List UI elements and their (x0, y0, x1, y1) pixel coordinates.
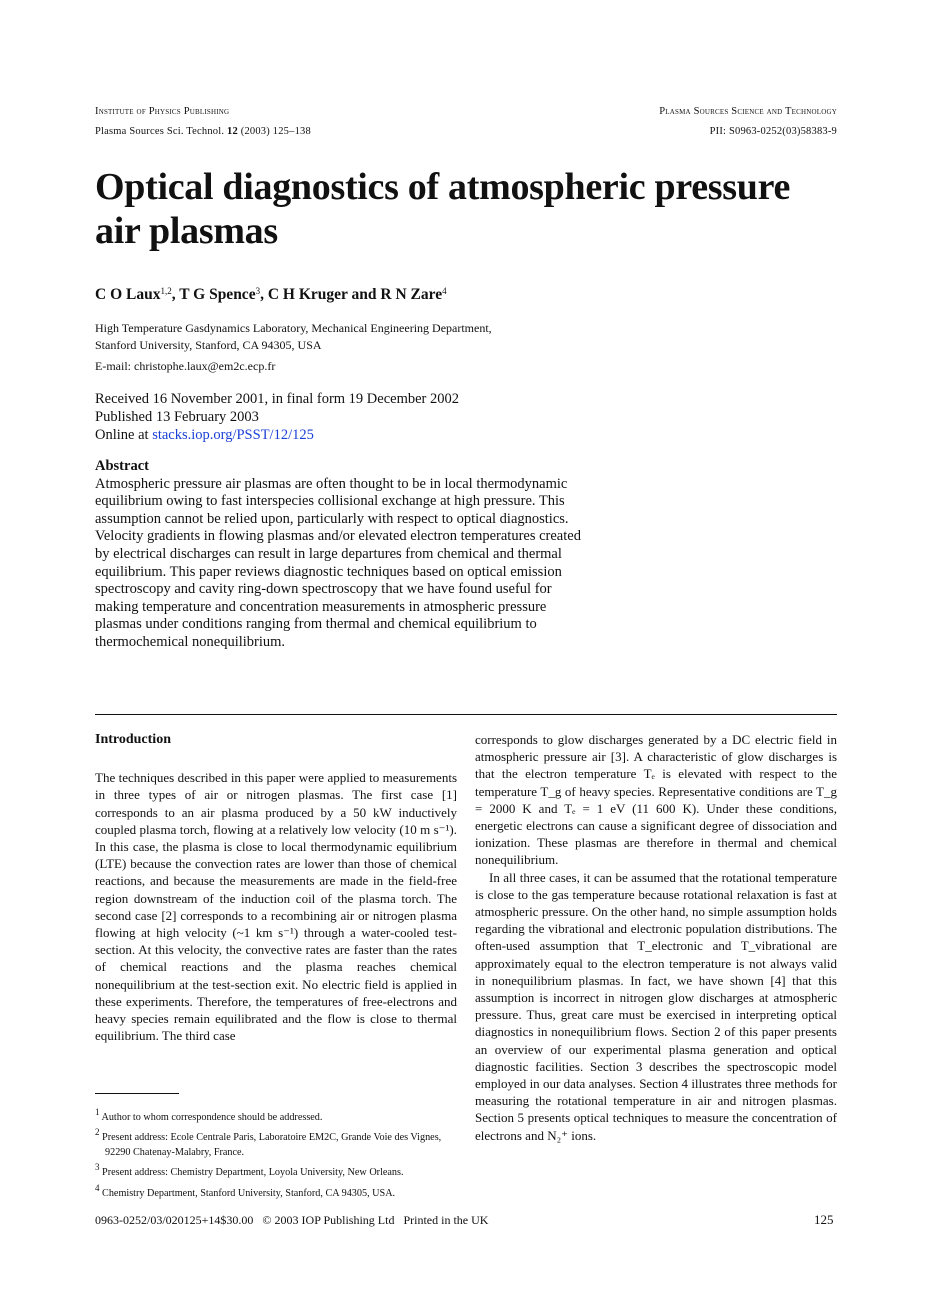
pii: PII: S0963-0252(03)58383-9 (709, 126, 837, 137)
author-3[interactable]: C H Kruger and (267, 286, 381, 303)
author-list (95, 286, 447, 304)
footnote-4: $^4$ Chemistry Department, Stanford University, Stanford, CA 94305, USA. (95, 1182, 396, 1199)
footnote-3: $^3$ Present address: Chemistry Department, Loyola University, New Orleans. (95, 1162, 404, 1179)
citation (95, 126, 311, 137)
footnote-divider (95, 1093, 179, 1094)
publisher-name: Institute of Physics Publishing (95, 106, 230, 117)
section-heading: Introduction (95, 732, 171, 747)
author-1[interactable]: C O Laux$^{1,2}$, (95, 286, 180, 303)
paragraph: The techniques described in this paper were applied to measurements in three types of air or nitrogen plasmas. The first case [1] corresponds to an air plasma produced by a 50 kW inductively coupled plasma torch, flowing at a relatively low velocity (10 m s⁻¹). In this case, the plasma is close to local thermodynamic equilibrium (LTE) because the convection rates are lower than those of chemical reactions, and because the measurements are made in the field-free region downstream of the induction coil of the plasma torch. The second case [2] corresponds to a recombining air or nitrogen plasma flowing at high velocity (~1 km s⁻¹) through a water-cooled test-section. At this velocity, the convective rates are faster than the rates of chemical reactions and the plasma reaches chemical nonequilibrium at the test-section exit. No electric field is applied in these experiments. Therefore, the temperatures of free-electrons and heavy species remain equilibrated and the flow is close to thermal equilibrium. The third case (95, 770, 457, 1044)
received-date: Received 16 November 2001, in final form 19 December 2002 (95, 391, 460, 407)
abstract-heading: Abstract (95, 458, 149, 474)
footnote-2: $^2$ Present address: Ecole Centrale Paris, Laboratoire EM2C, Grande Voie des Vignes, 92290 Chatenay-Malabry, France. (95, 1127, 442, 1158)
paragraph: In all three cases, it can be assumed that the rotational temperature is close to the gas temperature because rotational relaxation is fast at atmospheric pressure. On the other hand, no simple assumption holds regarding the vibrational and electronic population distributions. The often-used assumption that T_electronic and T_vibrational are approximately equal to the electron temperature is not always valid in nonequilibrium plasmas. In fact, we have shown [4] that this assumption is incorrect in nitrogen glow discharges at atmospheric pressure. Thus, great care must be exercised in interpreting optical diagnostics in nonequilibrium flows. Section 2 of this paper presents an overview of our experimental plasma generation and optical diagnostic facilities. Section 3 describes the spectroscopic model employed in our data analyses. Section 4 illustrates three methods for measuring the rotational temperature in air and nitrogen plasmas. Section 5 presents optical techniques to measure the concentration of electrons and N₂⁺ ions. (475, 869, 837, 1143)
affiliation-line-2: Stanford University, Stanford, CA 94305, USA (95, 338, 322, 352)
published-date: Published 13 February 2003 (95, 409, 259, 425)
paragraph: corresponds to glow discharges generated by a DC electric field in atmospheric pressure air [3]. A characteristic of glow discharges is that the electron temperature Tₑ is elevated with respect to the temperature T_g of heavy species. Representative conditions are T_g = 2000 K and Tₑ = 1 eV (11 600 K). Under these conditions, energetic electrons can cause a significant degree of dissociation and ionization. These plasmas are therefore in thermal and chemical nonequilibrium. (475, 732, 837, 868)
paper-title: Optical diagnostics of atmospheric pressure air plasmas (95, 166, 791, 252)
author-4[interactable]: R N Zare$^4$ (380, 286, 447, 303)
body-column-2 (475, 731, 837, 1144)
affiliation-line-1: High Temperature Gasdynamics Laboratory, Mechanical Engineering Department, (95, 321, 492, 335)
divider (95, 714, 837, 715)
citation-prefix: Plasma Sources Sci. Technol. (95, 126, 228, 137)
footer-imprint: 0963-0252/03/020125+14$30.00 © 2003 IOP Publishing Ltd Printed in the UK (95, 1213, 489, 1227)
online-line: Online at stacks.iop.org/PSST/12/125 (95, 427, 314, 443)
affiliation (95, 320, 595, 354)
online-link[interactable]: stacks.iop.org/PSST/12/125 (152, 427, 314, 443)
body-column-1 (95, 731, 457, 1044)
citation-suffix: (2003) 125–138 (237, 126, 311, 137)
publication-dates (95, 390, 459, 444)
footnotes (95, 1105, 457, 1201)
journal-name: Plasma Sources Science and Technology (659, 106, 837, 117)
abstract (95, 458, 595, 652)
email[interactable]: E-mail: christophe.laux@em2c.ecp.fr (95, 359, 276, 373)
author-2[interactable]: T G Spence$^3$, (179, 286, 268, 303)
footnote-1: $^1$ Author to whom correspondence should be addressed. (95, 1107, 323, 1123)
page-number: 125 (814, 1212, 834, 1227)
citation-volume: 12 (227, 126, 238, 137)
abstract-text: Atmospheric pressure air plasmas are often thought to be in local thermodynamic equilibrium owing to fast interspecies collisional exchange at high pressure. This assumption cannot be relied upon, particularly with respect to optical diagnostics. Velocity gradients in flowing plasmas and/or elevated electron temperatures created by electrical discharges can result in large departures from chemical and thermal equilibrium. This paper reviews diagnostic techniques based on optical emission spectroscopy and cavity ring-down spectroscopy that we have found useful for making temperature and concentration measurements in atmospheric pressure plasmas under conditions ranging from thermal and chemical equilibrium to thermochemical nonequilibrium. (95, 475, 581, 650)
